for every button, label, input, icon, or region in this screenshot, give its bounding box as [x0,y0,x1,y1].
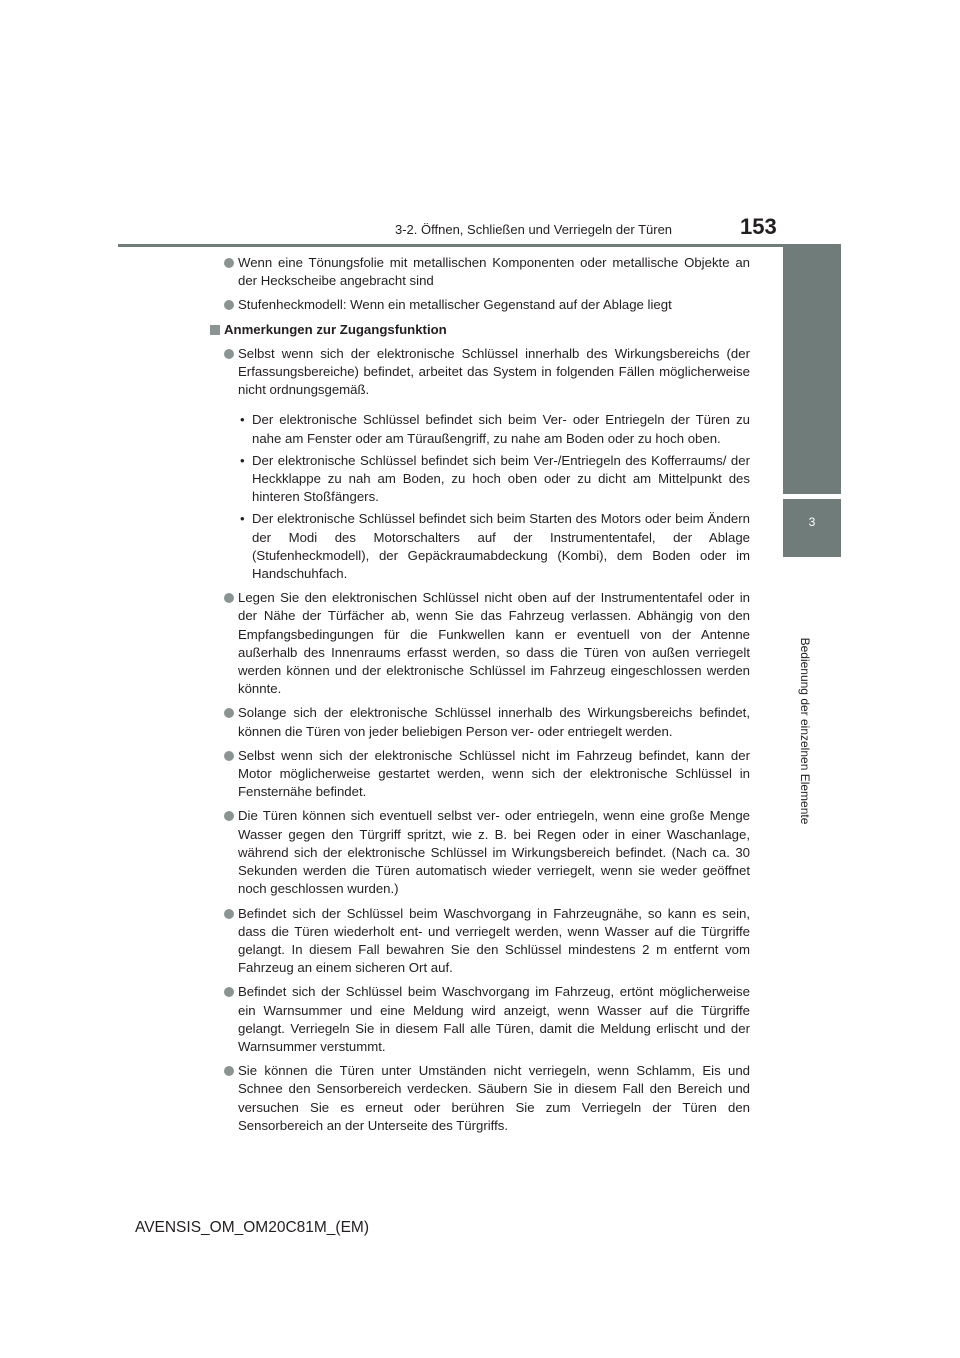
bullet-icon [224,987,234,997]
chapter-number: 3 [808,515,816,529]
sub-list-item: • Der elektronische Schlüssel befindet sich beim Ver-/Entriegeln des Kofferraums/ der Heckklappe zu nah am Boden, zu hoch oben oder zu dicht am Mittelpunkt des hinteren Stoßfängers. [240,452,750,505]
bullet-item: Sie können die Türen unter Umständen nicht verriegeln, wenn Schlamm, Eis und Schnee den Sensorbereich verdecken. Säubern Sie in diesem Fall den Bereich und versuchen Sie es erneut oder berühren Sie zum Verriegeln der Türen den Sensorbereich an der Unterseite des Türgriffs. [210,1062,750,1135]
bullet-icon [224,909,234,919]
bullet-item: Solange sich der elektronische Schlüssel innerhalb des Wirkungsbereichs befindet, können die Türen von jeder beliebigen Person ver- oder entriegelt werden. [210,704,750,740]
section-title: 3-2. Öffnen, Schließen und Verriegeln der Türen [395,222,673,237]
page-number: 153 [740,214,777,239]
bullet-item: Selbst wenn sich der elektronische Schlüssel nicht im Fahrzeug befindet, kann der Motor möglicherweise gestartet werden, wenn sich der elektronische Schlüssel in Fensternähe befindet. [210,747,750,802]
square-bullet-icon [210,325,220,335]
bullet-icon [224,349,234,359]
chapter-title: Bedienung der einzelnen Elemente [798,637,812,825]
bullet-icon [224,708,234,718]
bullet-icon [224,751,234,761]
bullet-item: Wenn eine Tönungsfolie mit metallischen Komponenten oder metallische Objekte an der Heckscheibe angebracht sind [210,254,750,290]
document-code: AVENSIS_OM_OM20C81M_(EM) [135,1219,369,1236]
section-heading: Anmerkungen zur Zugangsfunktion [210,321,750,339]
sidebar-top-bar [783,244,841,494]
bullet-icon [224,811,234,821]
bullet-item: Stufenheckmodell: Wenn ein metallischer Gegenstand auf der Ablage liegt [210,296,750,314]
sub-list-item: • Der elektronische Schlüssel befindet sich beim Ver- oder Entriegeln der Türen zu nahe am Fenster oder am Türaußengriff, zu nahe am Boden oder zu hoch oben. [240,412,750,446]
bullet-item: Befindet sich der Schlüssel beim Waschvorgang in Fahrzeugnähe, so kann es sein, dass die Türen wiederholt ent- und verriegelt werden, wenn Wasser auf die Türgriffe gelangt. In diesem Fall bewahren Sie den Schlüssel mindestens 2 m entfernt vom Fahrzeug an einem sicheren Ort auf. [210,905,750,978]
bullet-item: Selbst wenn sich der elektronische Schlüssel innerhalb des Wirkungsbereichs (der Erfassungsbereiche) befindet, arbeitet das System in folgenden Fällen möglicherweise nicht ordnungsgemäß. • Der elektronische Schlüssel befindet sich beim Ver- oder Entriegeln der Türen zu nahe am Fenster oder am Türaußengriff, zu nahe am Boden oder zu hoch oben. • Der elektronische Schlüssel befindet sich beim Ver-/Entriegeln des Kofferraums/ der Heckklappe zu nah am Boden, zu hoch oben oder zu dicht am Mittelpunkt des hinteren Stoßfängers. • Der elektronische Schlüssel befindet sich beim Starten des Motors oder beim Ändern der Modi des Motorschalters auf der Instrumententafel, der Ablage (Stufenheckmodell), der Gepäckraumabdeckung (Kombi), dem Boden oder im Handschuhfach. [210,345,750,583]
bullet-item: Die Türen können sich eventuell selbst ver- oder entriegeln, wenn eine große Menge Wasser gegen den Türgriff spritzt, wie z. B. bei Regen oder in einer Waschanlage, während sich der elektronische Schlüssel im Wirkungsbereich befindet. (Nach ca. 30 Sekunden werden die Türen automatisch wieder verriegelt, wenn sie weder geöffnet noch geschlossen wurden.) [210,807,750,898]
bullet-icon [224,593,234,603]
bullet-item: Befindet sich der Schlüssel beim Waschvorgang im Fahrzeug, ertönt möglicherweise ein Warnsummer und eine Meldung wird anzeigt, wenn Wasser auf die Türgriffe gelangt. Verriegeln Sie in diesem Fall alle Türen, damit die Meldung erlischt und der Warnsummer verstummt. [210,983,750,1056]
chapter-sidebar [783,244,841,1078]
chapter-tab [783,499,841,557]
header-rule [118,244,841,247]
bullet-icon [224,300,234,310]
sub-list-item: • Der elektronische Schlüssel befindet sich beim Starten des Motors oder beim Ändern der Modi des Motorschalters auf der Instrumententafel, der Ablage (Stufenheckmodell), der Gepäckraumabdeckung (Kombi), dem Boden oder im Handschuhfach. [240,511,750,582]
bullet-icon [224,1066,234,1076]
bullet-icon [224,258,234,268]
page-content [210,254,750,1141]
bullet-item: Legen Sie den elektronischen Schlüssel nicht oben auf der Instrumententafel oder in der Nähe der Türfächer ab, wenn Sie das Fahrzeug verlassen. Abhängig von den Empfangsbedingungen für die Funkwellen kann er eventuell von der Antenne außerhalb des Innenraums erfasst werden, so dass die Türen von außen verriegelt werden können und der elektronische Schlüssel im Fahrzeug eingeschlossen werden könnte. [210,589,750,698]
